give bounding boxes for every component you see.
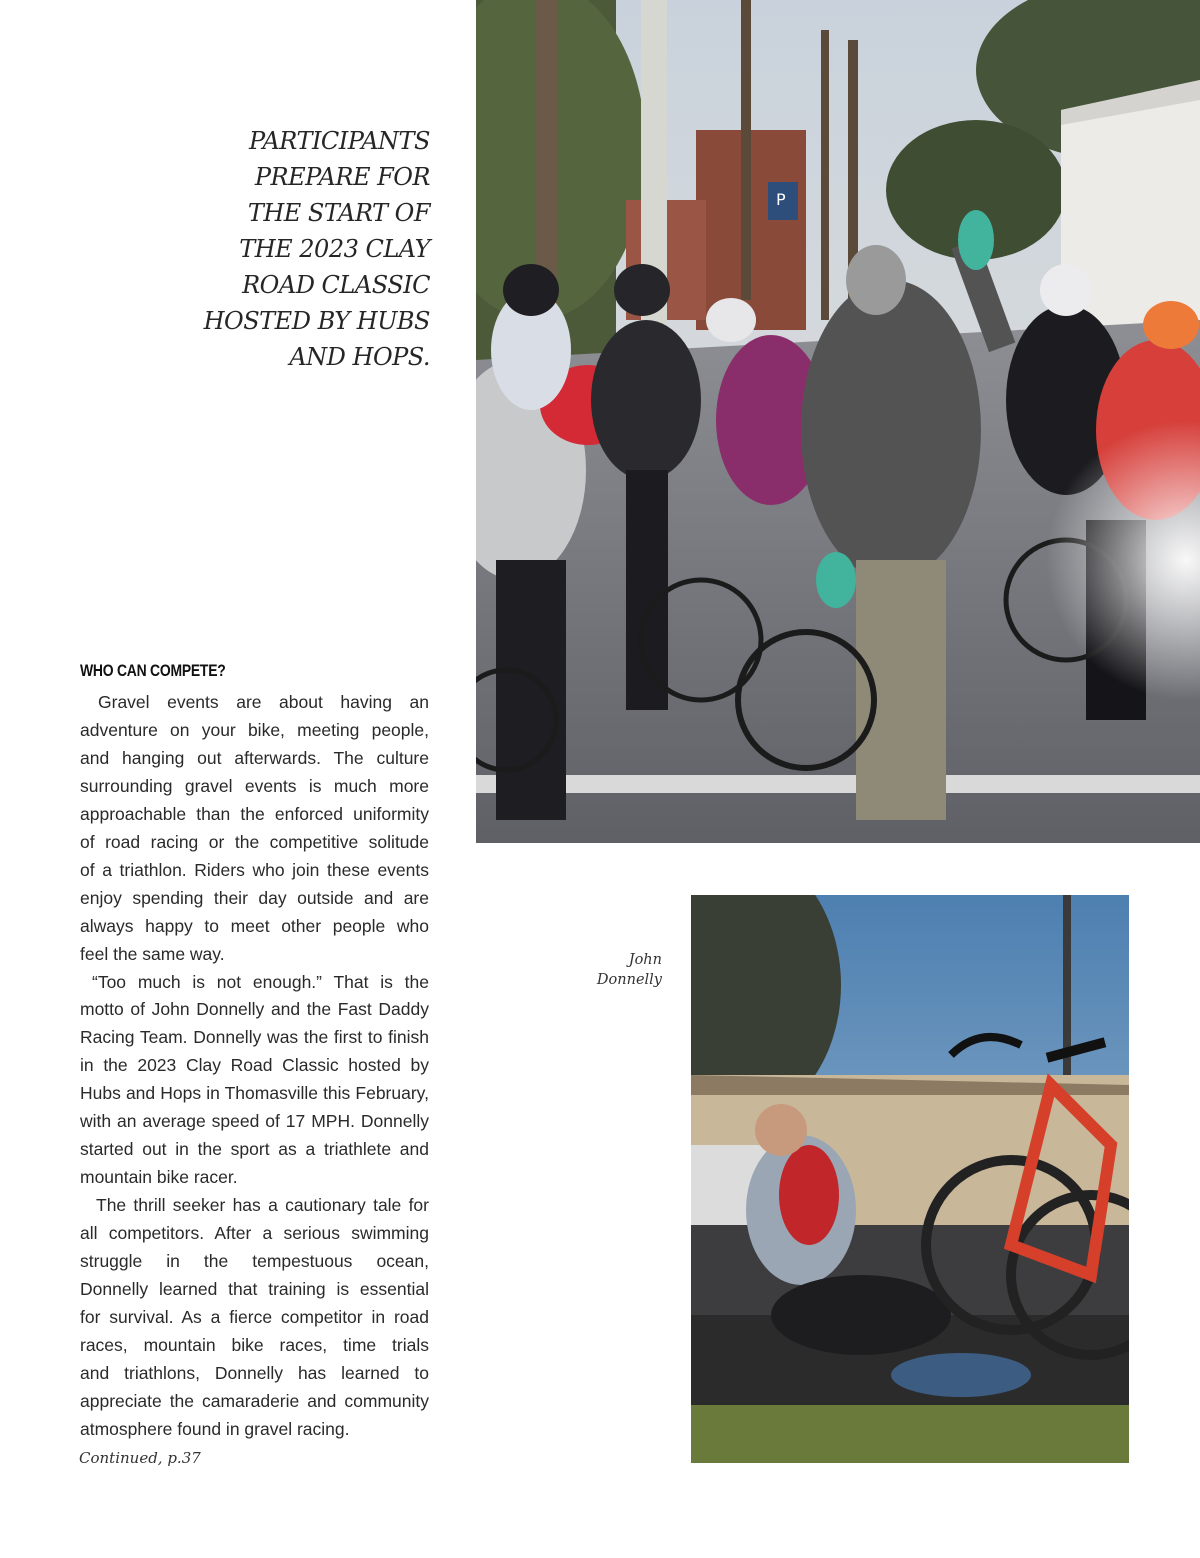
pull-quote-line: PARTICIPANTS	[249, 127, 430, 155]
text-line: started out in the sport as a triathlete and	[80, 1139, 429, 1160]
pull-quote-line: PREPARE FOR	[254, 163, 430, 191]
text-line: “Too much is not enough.” That is the	[92, 971, 429, 992]
photo-caption	[580, 950, 662, 990]
donnelly-portrait-photo	[691, 895, 1129, 1463]
text-line: and hanging out afterwards. The culture	[80, 747, 429, 768]
text-line: atmosphere found in gravel racing.	[80, 1418, 350, 1439]
article-paragraph	[80, 969, 429, 1193]
text-line: enjoy spending their day outside and are	[80, 887, 429, 908]
text-line: always happy to meet other people who	[80, 915, 429, 936]
text-line: with an average speed of 17 MPH. Donnelly	[80, 1111, 429, 1132]
article-paragraph	[80, 689, 429, 969]
article-body	[80, 689, 429, 1444]
caption-line: Donnelly	[596, 972, 662, 988]
pull-quote-line: AND HOPS.	[289, 343, 430, 371]
pull-quote-line: THE 2023 CLAY	[239, 235, 430, 263]
text-line: mountain bike racer.	[80, 1167, 238, 1188]
text-line: for survival. As a fierce competitor in road	[80, 1306, 429, 1327]
text-line: Racing Team. Donnelly was the first to finish	[80, 1027, 429, 1048]
section-heading: WHO CAN COMPETE?	[80, 661, 226, 680]
text-line: and triathlons, Donnelly has learned to	[80, 1362, 429, 1383]
cyclists-group-photo	[476, 0, 1200, 843]
continued-note: Continued, p.37	[79, 1449, 201, 1467]
text-line: The thrill seeker has a cautionary tale for	[96, 1195, 429, 1216]
text-line: races, mountain bike races, time trials	[80, 1334, 429, 1355]
caption-line: John	[628, 952, 662, 968]
text-line: adventure on your bike, meeting people,	[80, 719, 429, 740]
text-line: Hubs and Hops in Thomasville this February,	[80, 1083, 429, 1104]
text-line: feel the same way.	[80, 943, 225, 964]
text-line: motto of John Donnelly and the Fast Daddy	[80, 999, 429, 1020]
text-line: of road racing or the competitive solitude	[80, 831, 429, 852]
pull-quote	[190, 123, 430, 375]
text-line: Donnelly learned that training is essential	[80, 1279, 429, 1300]
text-line: approachable than the enforced uniformity	[80, 803, 429, 824]
pull-quote-line: ROAD CLASSIC	[242, 271, 430, 299]
pull-quote-line: THE START OF	[247, 199, 430, 227]
svg-text:P: P	[776, 190, 786, 209]
pull-quote-line: HOSTED BY HUBS	[203, 307, 430, 335]
article-paragraph	[80, 1192, 429, 1444]
text-line: Gravel events are about having an	[98, 692, 429, 712]
text-line: of a triathlon. Riders who join these events	[80, 859, 429, 880]
text-line: struggle in the tempestuous ocean,	[80, 1251, 429, 1272]
text-line: appreciate the camaraderie and community	[80, 1390, 429, 1411]
text-line: surrounding gravel events is much more	[80, 775, 429, 796]
text-line: in the 2023 Clay Road Classic hosted by	[80, 1055, 429, 1076]
text-line: all competitors. After a serious swimming	[80, 1223, 429, 1244]
